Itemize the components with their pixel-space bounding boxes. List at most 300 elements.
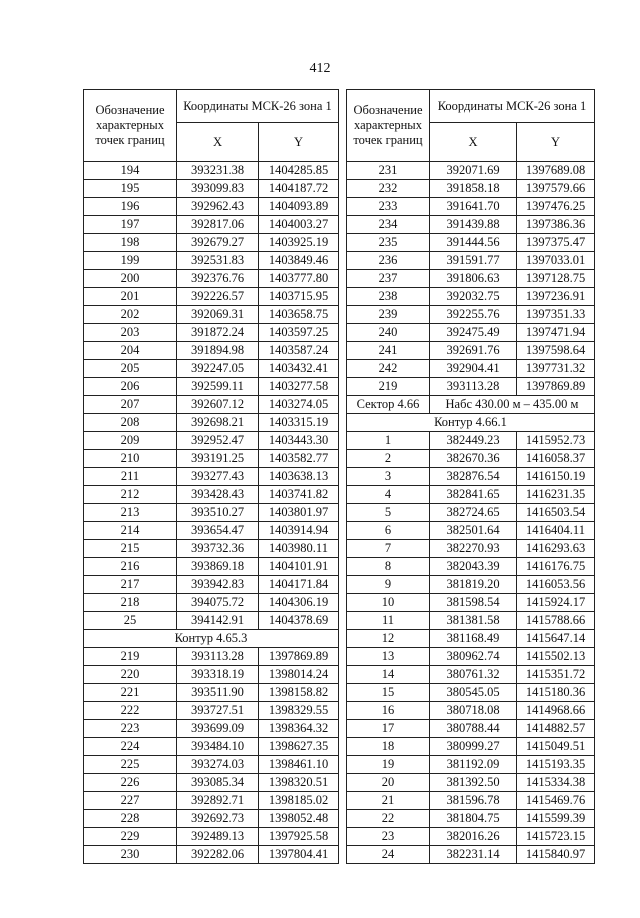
x-coordinate-cell: 382724.65 bbox=[430, 504, 517, 522]
contour-title: Контур 4.65.3 bbox=[84, 630, 339, 648]
y-coordinate-cell: 1403638.13 bbox=[259, 468, 339, 486]
point-id-cell: 222 bbox=[84, 702, 177, 720]
x-coordinate-cell: 391872.24 bbox=[177, 324, 259, 342]
x-coordinate-cell: 392247.05 bbox=[177, 360, 259, 378]
table-row bbox=[347, 216, 595, 234]
points-label-header: Обозначение характерных точек границ bbox=[347, 90, 430, 162]
y-coordinate-cell: 1404171.84 bbox=[259, 576, 339, 594]
point-id-cell: 208 bbox=[84, 414, 177, 432]
point-id-cell: 18 bbox=[347, 738, 430, 756]
y-coordinate-cell: 1404306.19 bbox=[259, 594, 339, 612]
y-coordinate-cell: 1415647.14 bbox=[517, 630, 595, 648]
x-coordinate-cell: 393699.09 bbox=[177, 720, 259, 738]
y-coordinate-cell: 1398320.51 bbox=[259, 774, 339, 792]
point-id-cell: 198 bbox=[84, 234, 177, 252]
x-coordinate-cell: 380761.32 bbox=[430, 666, 517, 684]
x-coordinate-cell: 382043.39 bbox=[430, 558, 517, 576]
table-row bbox=[347, 324, 595, 342]
y-coordinate-cell: 1398185.02 bbox=[259, 792, 339, 810]
table-row bbox=[84, 702, 339, 720]
y-coordinate-cell: 1404378.69 bbox=[259, 612, 339, 630]
y-coordinate-cell: 1403777.80 bbox=[259, 270, 339, 288]
x-coordinate-cell: 382270.93 bbox=[430, 540, 517, 558]
table-row bbox=[347, 486, 595, 504]
x-coordinate-cell: 391858.18 bbox=[430, 180, 517, 198]
point-id-cell: 197 bbox=[84, 216, 177, 234]
y-coordinate-cell: 1403914.94 bbox=[259, 522, 339, 540]
point-id-cell: 8 bbox=[347, 558, 430, 576]
point-id-cell: 196 bbox=[84, 198, 177, 216]
sector-height-range: Набс 430.00 м – 435.00 м bbox=[430, 396, 595, 414]
point-id-cell: 218 bbox=[84, 594, 177, 612]
x-column-header: X bbox=[430, 123, 517, 162]
table-row bbox=[347, 720, 595, 738]
x-coordinate-cell: 393113.28 bbox=[177, 648, 259, 666]
y-coordinate-cell: 1415351.72 bbox=[517, 666, 595, 684]
table-row bbox=[84, 450, 339, 468]
point-id-cell: 204 bbox=[84, 342, 177, 360]
table-row bbox=[347, 558, 595, 576]
table-row bbox=[84, 234, 339, 252]
x-coordinate-cell: 393484.10 bbox=[177, 738, 259, 756]
x-coordinate-cell: 381192.09 bbox=[430, 756, 517, 774]
x-coordinate-cell: 380999.27 bbox=[430, 738, 517, 756]
table-row bbox=[84, 522, 339, 540]
point-id-cell: 202 bbox=[84, 306, 177, 324]
table-row bbox=[347, 270, 595, 288]
x-coordinate-cell: 393191.25 bbox=[177, 450, 259, 468]
x-coordinate-cell: 392071.69 bbox=[430, 162, 517, 180]
table-row bbox=[347, 738, 595, 756]
table-row bbox=[84, 684, 339, 702]
y-coordinate-cell: 1404093.89 bbox=[259, 198, 339, 216]
point-id-cell: 233 bbox=[347, 198, 430, 216]
y-coordinate-cell: 1403658.75 bbox=[259, 306, 339, 324]
y-coordinate-cell: 1398461.10 bbox=[259, 756, 339, 774]
y-coordinate-cell: 1404187.72 bbox=[259, 180, 339, 198]
point-id-cell: 241 bbox=[347, 342, 430, 360]
x-coordinate-cell: 393511.90 bbox=[177, 684, 259, 702]
table-row bbox=[84, 540, 339, 558]
y-coordinate-cell: 1415180.36 bbox=[517, 684, 595, 702]
x-coordinate-cell: 392489.13 bbox=[177, 828, 259, 846]
table-row bbox=[347, 540, 595, 558]
x-coordinate-cell: 393113.28 bbox=[430, 378, 517, 396]
point-id-cell: 23 bbox=[347, 828, 430, 846]
y-coordinate-cell: 1403587.24 bbox=[259, 342, 339, 360]
y-coordinate-cell: 1403443.30 bbox=[259, 432, 339, 450]
point-id-cell: 1 bbox=[347, 432, 430, 450]
table-row bbox=[84, 558, 339, 576]
y-coordinate-cell: 1398627.35 bbox=[259, 738, 339, 756]
table-row bbox=[347, 756, 595, 774]
x-coordinate-cell: 392962.43 bbox=[177, 198, 259, 216]
y-coordinate-cell: 1398014.24 bbox=[259, 666, 339, 684]
point-id-cell: 216 bbox=[84, 558, 177, 576]
contour-title-row bbox=[347, 414, 595, 432]
y-coordinate-cell: 1397598.64 bbox=[517, 342, 595, 360]
y-coordinate-cell: 1397579.66 bbox=[517, 180, 595, 198]
y-coordinate-cell: 1398329.55 bbox=[259, 702, 339, 720]
y-coordinate-cell: 1403849.46 bbox=[259, 252, 339, 270]
point-id-cell: 209 bbox=[84, 432, 177, 450]
point-id-cell: 2 bbox=[347, 450, 430, 468]
y-coordinate-cell: 1415840.97 bbox=[517, 846, 595, 864]
point-id-cell: 203 bbox=[84, 324, 177, 342]
y-coordinate-cell: 1415723.15 bbox=[517, 828, 595, 846]
table-row bbox=[347, 612, 595, 630]
point-id-cell: 194 bbox=[84, 162, 177, 180]
y-coordinate-cell: 1403715.95 bbox=[259, 288, 339, 306]
y-coordinate-cell: 1416053.56 bbox=[517, 576, 595, 594]
x-coordinate-cell: 392692.73 bbox=[177, 810, 259, 828]
y-column-header: Y bbox=[259, 123, 339, 162]
x-coordinate-cell: 391439.88 bbox=[430, 216, 517, 234]
x-coordinate-cell: 381819.20 bbox=[430, 576, 517, 594]
table-row bbox=[347, 162, 595, 180]
table-row bbox=[84, 270, 339, 288]
table-row bbox=[84, 360, 339, 378]
y-coordinate-cell: 1403432.41 bbox=[259, 360, 339, 378]
table-row bbox=[347, 828, 595, 846]
table-row bbox=[347, 846, 595, 864]
point-id-cell: 219 bbox=[84, 648, 177, 666]
x-coordinate-cell: 393732.36 bbox=[177, 540, 259, 558]
x-coordinate-cell: 391894.98 bbox=[177, 342, 259, 360]
y-coordinate-cell: 1403582.77 bbox=[259, 450, 339, 468]
x-coordinate-cell: 393318.19 bbox=[177, 666, 259, 684]
point-id-cell: 205 bbox=[84, 360, 177, 378]
sector-row bbox=[347, 396, 595, 414]
y-coordinate-cell: 1403801.97 bbox=[259, 504, 339, 522]
x-coordinate-cell: 380545.05 bbox=[430, 684, 517, 702]
x-coordinate-cell: 392892.71 bbox=[177, 792, 259, 810]
x-coordinate-cell: 381596.78 bbox=[430, 792, 517, 810]
point-id-cell: 223 bbox=[84, 720, 177, 738]
x-coordinate-cell: 381804.75 bbox=[430, 810, 517, 828]
table-row bbox=[84, 288, 339, 306]
x-coordinate-cell: 392226.57 bbox=[177, 288, 259, 306]
y-coordinate-cell: 1397128.75 bbox=[517, 270, 595, 288]
table-row bbox=[347, 504, 595, 522]
y-coordinate-cell: 1397351.33 bbox=[517, 306, 595, 324]
table-row bbox=[347, 702, 595, 720]
point-id-cell: 214 bbox=[84, 522, 177, 540]
y-coordinate-cell: 1397386.36 bbox=[517, 216, 595, 234]
y-coordinate-cell: 1415502.13 bbox=[517, 648, 595, 666]
table-row bbox=[84, 432, 339, 450]
y-coordinate-cell: 1415952.73 bbox=[517, 432, 595, 450]
point-id-cell: 16 bbox=[347, 702, 430, 720]
x-coordinate-cell: 391591.77 bbox=[430, 252, 517, 270]
x-coordinate-cell: 394142.91 bbox=[177, 612, 259, 630]
table-row bbox=[84, 324, 339, 342]
y-coordinate-cell: 1403980.11 bbox=[259, 540, 339, 558]
table-row bbox=[347, 684, 595, 702]
table-row bbox=[347, 468, 595, 486]
point-id-cell: 217 bbox=[84, 576, 177, 594]
table-row bbox=[347, 198, 595, 216]
y-coordinate-cell: 1415788.66 bbox=[517, 612, 595, 630]
y-coordinate-cell: 1397869.89 bbox=[259, 648, 339, 666]
y-coordinate-cell: 1416231.35 bbox=[517, 486, 595, 504]
x-coordinate-cell: 393231.38 bbox=[177, 162, 259, 180]
point-id-cell: 242 bbox=[347, 360, 430, 378]
contour-title-row bbox=[84, 630, 339, 648]
x-coordinate-cell: 393099.83 bbox=[177, 180, 259, 198]
y-coordinate-cell: 1397869.89 bbox=[517, 378, 595, 396]
y-coordinate-cell: 1397731.32 bbox=[517, 360, 595, 378]
x-coordinate-cell: 392032.75 bbox=[430, 288, 517, 306]
point-id-cell: 215 bbox=[84, 540, 177, 558]
table-row bbox=[347, 234, 595, 252]
y-coordinate-cell: 1398052.48 bbox=[259, 810, 339, 828]
x-coordinate-cell: 381381.58 bbox=[430, 612, 517, 630]
point-id-cell: 207 bbox=[84, 396, 177, 414]
point-id-cell: 228 bbox=[84, 810, 177, 828]
point-id-cell: 225 bbox=[84, 756, 177, 774]
x-coordinate-cell: 392904.41 bbox=[430, 360, 517, 378]
y-coordinate-cell: 1397375.47 bbox=[517, 234, 595, 252]
table-row bbox=[347, 630, 595, 648]
x-coordinate-cell: 391444.56 bbox=[430, 234, 517, 252]
point-id-cell: 25 bbox=[84, 612, 177, 630]
y-coordinate-cell: 1414968.66 bbox=[517, 702, 595, 720]
table-row bbox=[84, 396, 339, 414]
x-coordinate-cell: 392817.06 bbox=[177, 216, 259, 234]
point-id-cell: 206 bbox=[84, 378, 177, 396]
table-row bbox=[347, 378, 595, 396]
point-id-cell: 229 bbox=[84, 828, 177, 846]
y-coordinate-cell: 1414882.57 bbox=[517, 720, 595, 738]
point-id-cell: 15 bbox=[347, 684, 430, 702]
table-row bbox=[84, 216, 339, 234]
x-coordinate-cell: 392282.06 bbox=[177, 846, 259, 864]
x-coordinate-cell: 393869.18 bbox=[177, 558, 259, 576]
y-coordinate-cell: 1403274.05 bbox=[259, 396, 339, 414]
contour-title: Контур 4.66.1 bbox=[347, 414, 595, 432]
point-id-cell: 21 bbox=[347, 792, 430, 810]
points-label-header: Обозначение характерных точек границ bbox=[84, 90, 177, 162]
point-id-cell: 237 bbox=[347, 270, 430, 288]
x-coordinate-cell: 393277.43 bbox=[177, 468, 259, 486]
point-id-cell: 210 bbox=[84, 450, 177, 468]
y-coordinate-cell: 1415599.39 bbox=[517, 810, 595, 828]
sector-label: Сектор 4.66 bbox=[347, 396, 430, 414]
point-id-cell: 219 bbox=[347, 378, 430, 396]
table-row bbox=[347, 306, 595, 324]
x-coordinate-cell: 382449.23 bbox=[430, 432, 517, 450]
point-id-cell: 227 bbox=[84, 792, 177, 810]
table-row bbox=[84, 342, 339, 360]
y-column-header: Y bbox=[517, 123, 595, 162]
y-coordinate-cell: 1398364.32 bbox=[259, 720, 339, 738]
table-row bbox=[84, 774, 339, 792]
table-row bbox=[347, 288, 595, 306]
y-coordinate-cell: 1403741.82 bbox=[259, 486, 339, 504]
point-id-cell: 17 bbox=[347, 720, 430, 738]
table-row bbox=[347, 522, 595, 540]
y-coordinate-cell: 1403315.19 bbox=[259, 414, 339, 432]
x-coordinate-cell: 392069.31 bbox=[177, 306, 259, 324]
x-coordinate-cell: 392475.49 bbox=[430, 324, 517, 342]
table-row bbox=[84, 576, 339, 594]
x-coordinate-cell: 393085.34 bbox=[177, 774, 259, 792]
table-row bbox=[84, 306, 339, 324]
y-coordinate-cell: 1397804.41 bbox=[259, 846, 339, 864]
point-id-cell: 238 bbox=[347, 288, 430, 306]
point-id-cell: 10 bbox=[347, 594, 430, 612]
y-coordinate-cell: 1416503.54 bbox=[517, 504, 595, 522]
x-coordinate-cell: 382231.14 bbox=[430, 846, 517, 864]
point-id-cell: 224 bbox=[84, 738, 177, 756]
table-row bbox=[84, 666, 339, 684]
y-coordinate-cell: 1397476.25 bbox=[517, 198, 595, 216]
table-row bbox=[84, 720, 339, 738]
x-coordinate-cell: 392599.11 bbox=[177, 378, 259, 396]
x-coordinate-cell: 392691.76 bbox=[430, 342, 517, 360]
point-id-cell: 19 bbox=[347, 756, 430, 774]
y-coordinate-cell: 1415469.76 bbox=[517, 792, 595, 810]
point-id-cell: 221 bbox=[84, 684, 177, 702]
x-coordinate-cell: 394075.72 bbox=[177, 594, 259, 612]
coordinates-title-header: Координаты МСК-26 зона 1 bbox=[430, 90, 595, 123]
table-row bbox=[347, 648, 595, 666]
x-column-header: X bbox=[177, 123, 259, 162]
y-coordinate-cell: 1403277.58 bbox=[259, 378, 339, 396]
table-row bbox=[347, 360, 595, 378]
y-coordinate-cell: 1403925.19 bbox=[259, 234, 339, 252]
y-coordinate-cell: 1416293.63 bbox=[517, 540, 595, 558]
point-id-cell: 201 bbox=[84, 288, 177, 306]
x-coordinate-cell: 391806.63 bbox=[430, 270, 517, 288]
x-coordinate-cell: 382501.64 bbox=[430, 522, 517, 540]
y-coordinate-cell: 1415334.38 bbox=[517, 774, 595, 792]
coordinates-title-header: Координаты МСК-26 зона 1 bbox=[177, 90, 339, 123]
y-coordinate-cell: 1397689.08 bbox=[517, 162, 595, 180]
x-coordinate-cell: 380718.08 bbox=[430, 702, 517, 720]
x-coordinate-cell: 382670.36 bbox=[430, 450, 517, 468]
right-coordinates-table bbox=[346, 89, 595, 864]
x-coordinate-cell: 380788.44 bbox=[430, 720, 517, 738]
point-id-cell: 3 bbox=[347, 468, 430, 486]
x-coordinate-cell: 391641.70 bbox=[430, 198, 517, 216]
table-row bbox=[347, 666, 595, 684]
point-id-cell: 213 bbox=[84, 504, 177, 522]
y-coordinate-cell: 1404101.91 bbox=[259, 558, 339, 576]
point-id-cell: 9 bbox=[347, 576, 430, 594]
point-id-cell: 7 bbox=[347, 540, 430, 558]
point-id-cell: 199 bbox=[84, 252, 177, 270]
table-row bbox=[84, 486, 339, 504]
table-row bbox=[84, 810, 339, 828]
table-row bbox=[347, 792, 595, 810]
x-coordinate-cell: 392531.83 bbox=[177, 252, 259, 270]
point-id-cell: 236 bbox=[347, 252, 430, 270]
x-coordinate-cell: 393510.27 bbox=[177, 504, 259, 522]
x-coordinate-cell: 380962.74 bbox=[430, 648, 517, 666]
y-coordinate-cell: 1404003.27 bbox=[259, 216, 339, 234]
table-row bbox=[84, 198, 339, 216]
table-row bbox=[347, 342, 595, 360]
point-id-cell: 211 bbox=[84, 468, 177, 486]
table-row bbox=[84, 738, 339, 756]
table-row bbox=[347, 180, 595, 198]
point-id-cell: 235 bbox=[347, 234, 430, 252]
table-row bbox=[84, 378, 339, 396]
x-coordinate-cell: 392679.27 bbox=[177, 234, 259, 252]
table-row bbox=[347, 252, 595, 270]
point-id-cell: 24 bbox=[347, 846, 430, 864]
point-id-cell: 232 bbox=[347, 180, 430, 198]
table-row bbox=[84, 756, 339, 774]
y-coordinate-cell: 1398158.82 bbox=[259, 684, 339, 702]
x-coordinate-cell: 381598.54 bbox=[430, 594, 517, 612]
y-coordinate-cell: 1415924.17 bbox=[517, 594, 595, 612]
point-id-cell: 22 bbox=[347, 810, 430, 828]
table-row bbox=[84, 468, 339, 486]
table-row bbox=[84, 180, 339, 198]
table-row bbox=[347, 450, 595, 468]
point-id-cell: 6 bbox=[347, 522, 430, 540]
table-row bbox=[347, 774, 595, 792]
y-coordinate-cell: 1416176.75 bbox=[517, 558, 595, 576]
point-id-cell: 200 bbox=[84, 270, 177, 288]
table-row bbox=[84, 648, 339, 666]
point-id-cell: 4 bbox=[347, 486, 430, 504]
point-id-cell: 20 bbox=[347, 774, 430, 792]
point-id-cell: 234 bbox=[347, 216, 430, 234]
x-coordinate-cell: 393727.51 bbox=[177, 702, 259, 720]
y-coordinate-cell: 1397471.94 bbox=[517, 324, 595, 342]
y-coordinate-cell: 1403597.25 bbox=[259, 324, 339, 342]
y-coordinate-cell: 1397236.91 bbox=[517, 288, 595, 306]
x-coordinate-cell: 392952.47 bbox=[177, 432, 259, 450]
x-coordinate-cell: 392255.76 bbox=[430, 306, 517, 324]
point-id-cell: 11 bbox=[347, 612, 430, 630]
y-coordinate-cell: 1415049.51 bbox=[517, 738, 595, 756]
y-coordinate-cell: 1416150.19 bbox=[517, 468, 595, 486]
x-coordinate-cell: 382841.65 bbox=[430, 486, 517, 504]
table-row bbox=[84, 594, 339, 612]
point-id-cell: 231 bbox=[347, 162, 430, 180]
table-row bbox=[84, 612, 339, 630]
y-coordinate-cell: 1397033.01 bbox=[517, 252, 595, 270]
point-id-cell: 14 bbox=[347, 666, 430, 684]
y-coordinate-cell: 1416058.37 bbox=[517, 450, 595, 468]
point-id-cell: 195 bbox=[84, 180, 177, 198]
point-id-cell: 212 bbox=[84, 486, 177, 504]
x-coordinate-cell: 393654.47 bbox=[177, 522, 259, 540]
table-row bbox=[84, 414, 339, 432]
point-id-cell: 13 bbox=[347, 648, 430, 666]
header-row bbox=[347, 90, 595, 123]
x-coordinate-cell: 393274.03 bbox=[177, 756, 259, 774]
x-coordinate-cell: 381392.50 bbox=[430, 774, 517, 792]
header-row bbox=[84, 90, 339, 123]
table-row bbox=[347, 432, 595, 450]
y-coordinate-cell: 1416404.11 bbox=[517, 522, 595, 540]
x-coordinate-cell: 392607.12 bbox=[177, 396, 259, 414]
x-coordinate-cell: 393428.43 bbox=[177, 486, 259, 504]
point-id-cell: 240 bbox=[347, 324, 430, 342]
y-coordinate-cell: 1415193.35 bbox=[517, 756, 595, 774]
x-coordinate-cell: 382016.26 bbox=[430, 828, 517, 846]
table-row bbox=[84, 162, 339, 180]
point-id-cell: 220 bbox=[84, 666, 177, 684]
table-row bbox=[84, 504, 339, 522]
x-coordinate-cell: 392698.21 bbox=[177, 414, 259, 432]
